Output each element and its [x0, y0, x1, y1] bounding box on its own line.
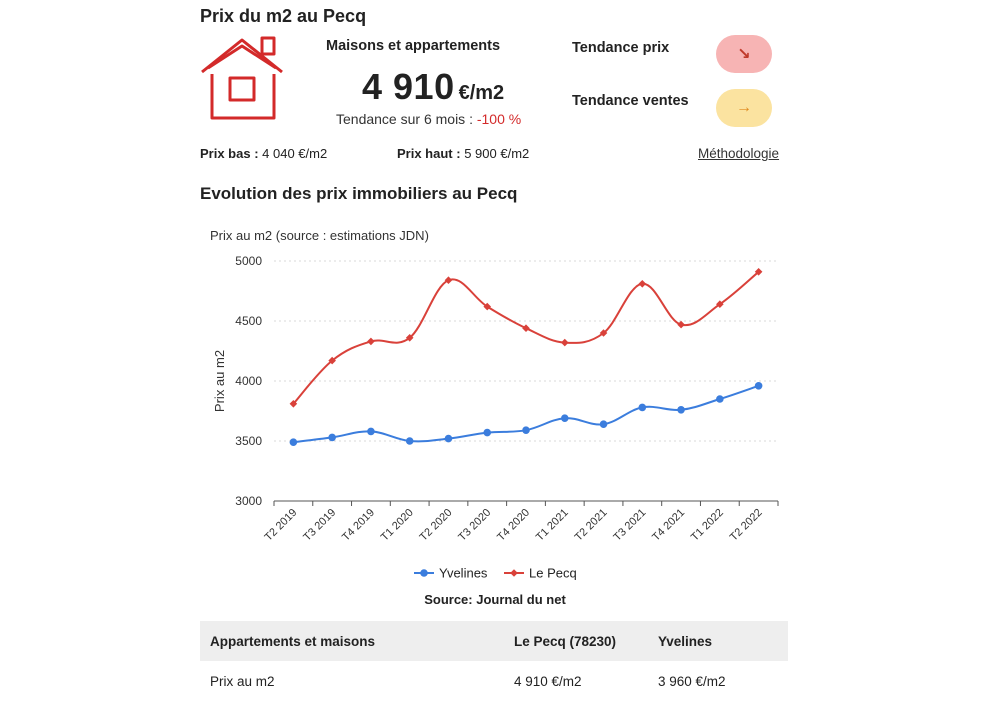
table-header-cell: Le Pecq (78230): [504, 621, 648, 661]
trend-6m-label: Tendance sur 6 mois :: [336, 111, 473, 127]
price-unit: €/m2: [458, 82, 505, 104]
legend-label-le-pecq: Le Pecq: [529, 565, 577, 581]
chart-title: Prix au m2 (source : estimations JDN): [210, 228, 429, 243]
data-point-yvelines: [445, 435, 453, 443]
price-value: 4 910: [362, 66, 455, 107]
legend-label-yvelines: Yvelines: [439, 565, 488, 581]
arrow-right-icon: →: [736, 99, 752, 116]
data-point-le-pecq: [677, 321, 685, 329]
table-header-cell: Yvelines: [648, 621, 788, 661]
table-row: [200, 661, 788, 701]
price-high-label: Prix haut :: [397, 146, 461, 161]
x-tick-label: T2 2020: [417, 506, 455, 544]
table-cell: 3 960 €/m2: [658, 673, 726, 689]
trend-6m-value: -100 %: [476, 111, 522, 127]
x-tick-label: T4 2020: [495, 506, 533, 544]
x-tick-label: T4 2019: [340, 506, 378, 544]
x-tick-label: T2 2019: [262, 506, 300, 544]
data-point-yvelines: [290, 438, 298, 446]
data-point-le-pecq: [367, 338, 375, 346]
trend-price-label: Tendance prix: [572, 40, 670, 56]
series-line-le-pecq: [293, 272, 758, 404]
chart-section-title: Evolution des prix immobiliers au Pecq: [200, 184, 518, 203]
x-tick-label: T2 2022: [727, 506, 765, 544]
price-low-label: Prix bas :: [200, 146, 259, 161]
arrow-down-right-icon: ↘: [737, 46, 751, 63]
legend-marker-le-pecq: [510, 569, 518, 577]
data-point-yvelines: [755, 382, 763, 390]
x-tick-label: T4 2021: [650, 506, 688, 544]
data-point-yvelines: [600, 420, 608, 428]
table-header-row: [200, 621, 788, 661]
table-cell: Prix au m2: [210, 673, 275, 689]
y-tick-label: 3000: [235, 494, 262, 508]
data-point-yvelines: [483, 429, 491, 437]
x-tick-label: T1 2020: [378, 506, 416, 544]
x-tick-label: T3 2020: [456, 506, 494, 544]
data-point-le-pecq: [561, 339, 569, 347]
table-cell: 4 910 €/m2: [514, 673, 582, 689]
data-point-yvelines: [677, 406, 685, 414]
data-point-yvelines: [716, 395, 724, 403]
y-tick-label: 5000: [235, 254, 262, 268]
data-point-le-pecq: [522, 324, 530, 332]
y-tick-label: 4000: [235, 374, 262, 388]
data-point-yvelines: [522, 426, 530, 434]
x-tick-label: T1 2022: [688, 506, 726, 544]
x-tick-label: T3 2019: [301, 506, 339, 544]
data-point-yvelines: [561, 414, 569, 422]
y-tick-label: 4500: [235, 314, 262, 328]
data-point-yvelines: [328, 434, 336, 442]
chart-source: Source: Journal du net: [424, 592, 566, 607]
data-point-yvelines: [367, 428, 375, 436]
data-point-yvelines: [406, 437, 414, 445]
property-type: Maisons et appartements: [326, 38, 501, 54]
y-axis-label: Prix au m2: [212, 349, 227, 413]
price-comparison-table: [200, 621, 788, 701]
data-point-yvelines: [639, 404, 647, 412]
trend-sales-label: Tendance ventes: [572, 93, 689, 109]
data-point-le-pecq: [639, 280, 647, 288]
methodology-link[interactable]: Méthodologie: [698, 146, 780, 161]
page-title: Prix du m2 au Pecq: [200, 6, 367, 26]
price-low-value: 4 040 €/m2: [262, 146, 328, 161]
x-tick-label: T2 2021: [572, 506, 610, 544]
legend-marker-yvelines: [420, 569, 428, 577]
price-high-value: 5 900 €/m2: [464, 146, 530, 161]
y-tick-label: 3500: [235, 434, 262, 448]
table-header-cell: Appartements et maisons: [200, 621, 504, 661]
x-tick-label: T1 2021: [533, 506, 571, 544]
x-tick-label: T3 2021: [611, 506, 649, 544]
